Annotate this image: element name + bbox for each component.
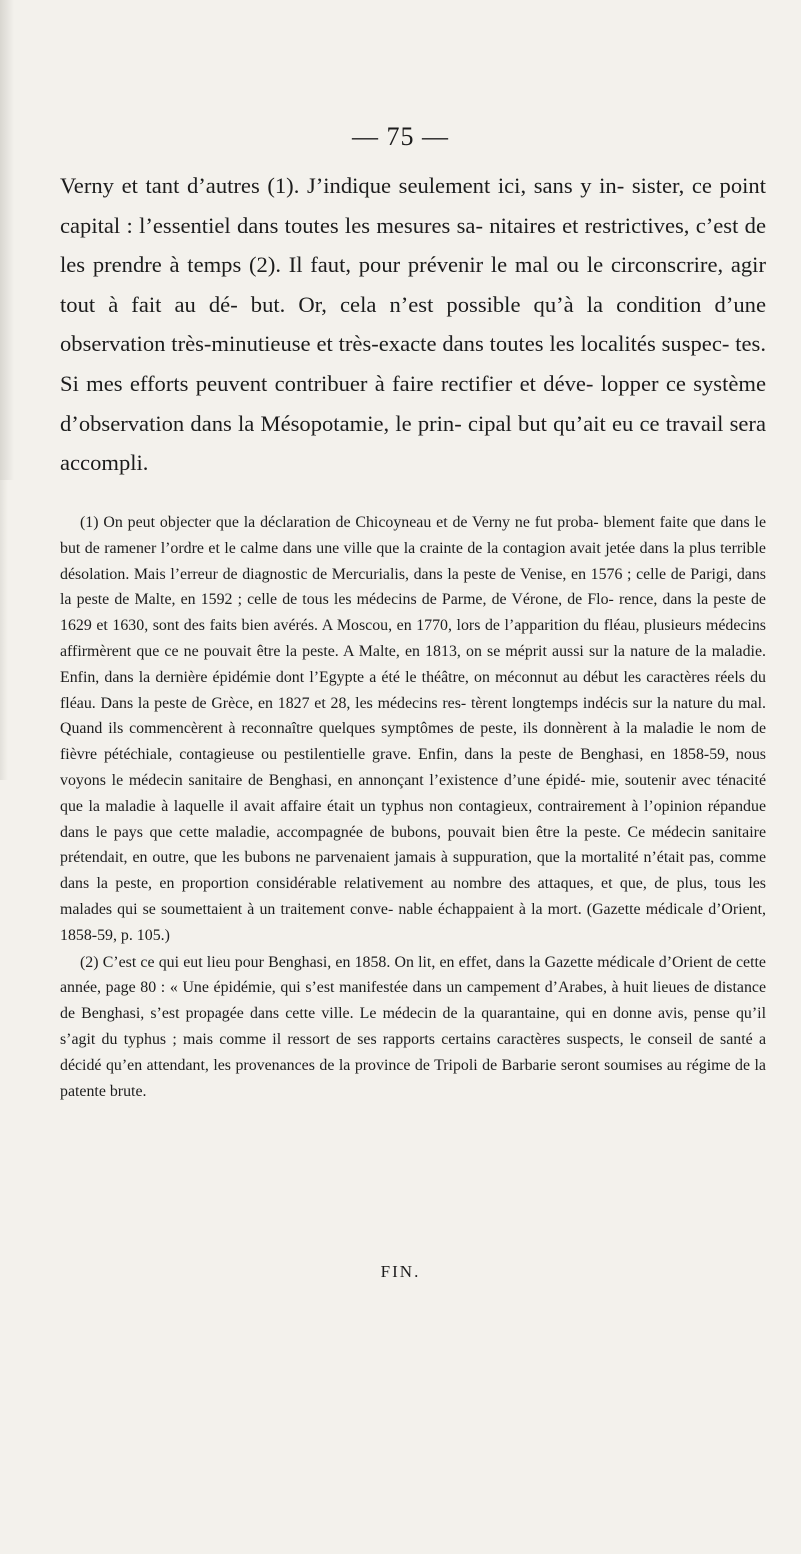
footnote-1: (1) On peut objecter que la déclaration de Chicoyneau et de Verny ne fut proba- blement faite que dans le but de ramener l’ordre et le calme dans une ville que la crainte de la contagion avait jetée dans la plus terrible désolation. Mais l’erreur de diagnostic de Mercurialis, dans la peste de Venise, en 1576 ; celle de Parigi, dans la peste de Malte, en 1592 ; celle de tous les médecins de Parme, de Vérone, de Flo- rence, dans la peste de 1629 et 1630, sont des faits bien avérés. A Moscou, en 1770, lors de l’apparition du fléau, plusieurs médecins affirmèrent que ce ne pouvait être la peste. A Malte, en 1813, on se méprit aussi sur la nature de la maladie. Enfin, dans la dernière épidémie dont l’Egypte a été le théâtre, on méconnut au début les caractères réels du fléau. Dans la peste de Grèce, en 1827 et 28, les médecins res- tèrent longtemps indécis sur la nature du mal. Quand ils commencèrent à reconnaître quelques symptômes de peste, ils donnèrent à la maladie le nom de fièvre pétéchiale, contagieuse ou pestilentielle grave. Enfin, dans la peste de Benghasi, en 1858-59, nous voyons le médecin sanitaire de Benghasi, en annonçant l’existence d’une épidé- mie, soutenir avec ténacité que la maladie à laquelle il avait affaire était un typhus non contagieux, contrairement à l’opinion répandue dans le pays que cette maladie, accompagnée de bubons, pouvait bien être la peste. Ce médecin sanitaire prétendait, en outre, que les bubons ne parvenaient jamais à suppuration, que la mortalité n’était pas, comme dans la peste, en proportion considérable relativement au nombre des attaques, et que, de plus, tous les malades qui se soumettaient à un traitement conve- nable échappaient à la mort. (Gazette médicale d’Orient, 1858-59, p. 105.) [60, 514, 766, 944]
page-gutter-shadow [0, 0, 14, 480]
page-number-header: — 75 — [352, 122, 449, 151]
footnote-2: (2) C’est ce qui eut lieu pour Benghasi, en 1858. On lit, en effet, dans la Gazette médicale d’Orient de cette année, page 80 : « Une épidémie, qui s’est manifestée dans un campement d’Arabes, à huit lieues de distance de Benghasi, s’est propagée dans cette ville. Le médecin de la quarantaine, qui en donne avis, pense qu’il s’agit du typhus ; mais comme il ressort de ses rapports certains caractères suspects, le conseil de santé a décidé qu’en attendant, les provenances de la province de Tripoli de Barbarie seront soumises au régime de la patente brute. [60, 953, 766, 1100]
end-marker: FIN. [380, 1262, 421, 1281]
page-gutter-shadow-lower [0, 480, 8, 780]
main-body-text [60, 166, 766, 483]
footnotes [60, 510, 766, 1104]
main-paragraph: Verny et tant d’autres (1). J’indique seulement ici, sans y in- sister, ce point capital : l’essentiel dans toutes les mesures sa- nitaires et restrictives, c’est de les prendre à temps (2). Il faut, pour prévenir le mal ou le circonscrire, agir tout à fait au dé- but. Or, cela n’est possible qu’à la condition d’une observation très-minutieuse et très-exacte dans toutes les localités suspec- tes. Si mes efforts peuvent contribuer à faire rectifier et déve- lopper ce système d’observation dans la Mésopotamie, le prin- cipal but qu’ait eu ce travail sera accompli. [60, 173, 766, 476]
